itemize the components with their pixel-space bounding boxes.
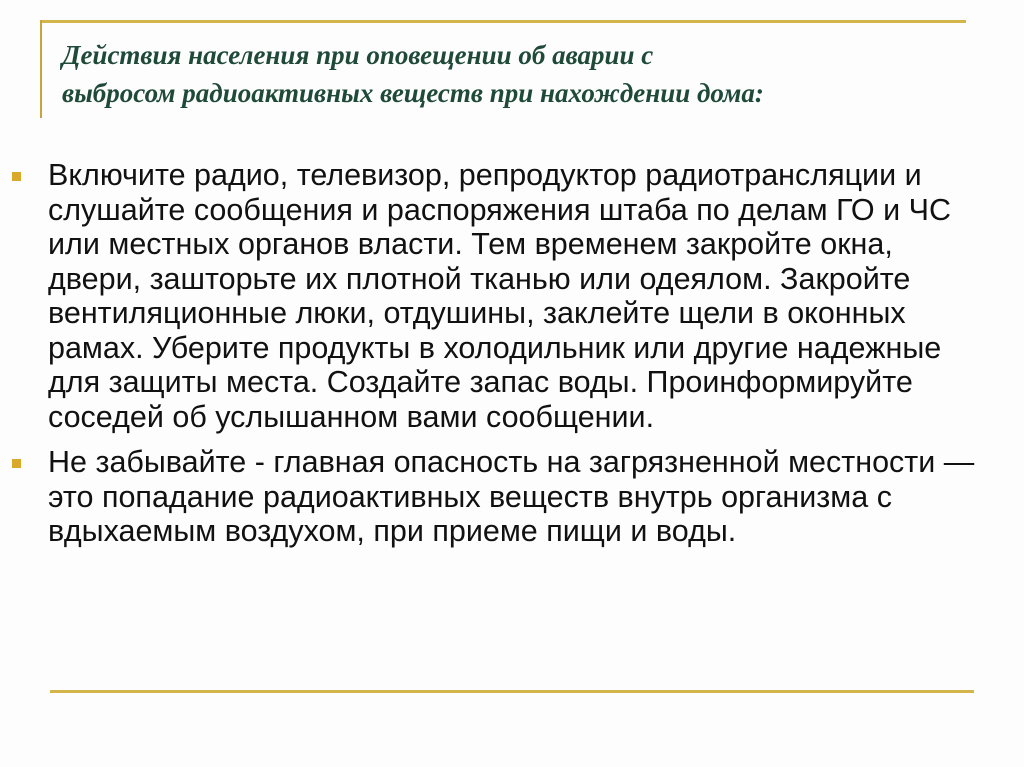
title-line-1: Действия населения при оповещении об аварии с — [62, 40, 654, 70]
title-top-rule — [40, 20, 966, 23]
list-item — [10, 158, 985, 434]
title-line-2: выбросом радиоактивных веществ при нахождении дома — [62, 78, 755, 108]
bottom-rule — [50, 690, 974, 693]
title-left-rule — [40, 20, 42, 118]
bullet-list — [10, 158, 985, 549]
square-bullet-icon — [12, 459, 21, 468]
list-item — [10, 445, 985, 549]
slide-title — [62, 36, 962, 112]
title-colon: : — [754, 78, 764, 108]
square-bullet-icon — [12, 172, 21, 181]
bullet-text: Включите радио, телевизор, репродуктор радиотрансляции и слушайте сообщения и распоряжения штаба по делам ГО и ЧС или местных органов власти. Тем временем закройте окна, двери, зашторьте их плотной тканью или одеялом. Закройте вентиляционные люки, отдушины, заклейте щели в оконных рамах. Уберите продукты в холодильник или другие надежные для защиты места. Создайте запас воды. Проинформируйте соседей об услышанном вами сообщении. — [48, 158, 951, 434]
bullet-text: Не забывайте - главная опасность на загрязненной местности — это попадание радиоактивных веществ внутрь организма с вдыхаемым воздухом, при приеме пищи и воды. — [48, 445, 975, 548]
